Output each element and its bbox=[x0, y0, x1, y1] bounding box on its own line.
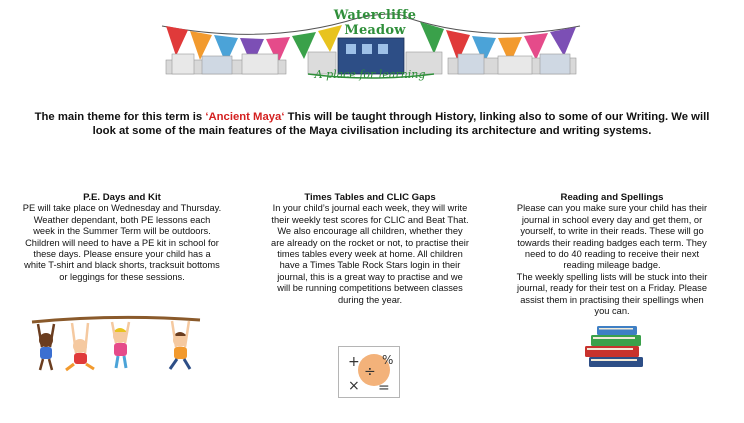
times-tables-title: Times Tables and CLIC Gaps bbox=[304, 192, 436, 203]
books-stack-icon bbox=[583, 325, 645, 369]
children-playing-icon bbox=[30, 314, 202, 372]
school-tagline: A place for learning bbox=[314, 68, 426, 81]
school-name: Watercliffe Meadow bbox=[333, 8, 417, 38]
times-tables-body: In your child’s journal each week, they will write their weekly test scores for CLIC and Beat That. We also encourage all children, whether they are already on the rocket or not, to practise their times tables every week at home. All children have a Times Table Rock Stars login in their journal, this is a great way to practise and we will be running competitions between classes during the year. bbox=[271, 203, 469, 305]
theme-highlight: ‘Ancient Maya‘ bbox=[205, 111, 285, 123]
reading-body: Please can you make sure your child has their journal in school every day and get them, or yourself, to write in their reads. These will go towards their reading badges each term. They need to do 40 reading to receive their next reading mileage badge. bbox=[516, 203, 708, 271]
reading-section bbox=[512, 192, 712, 317]
intro-text-end: This will be taught through History, linking also to some of our Writing. We will look at some of the main features of the Maya civilisation including its architecture and writing systems. bbox=[92, 111, 710, 137]
intro-text-start: The main theme for this term is bbox=[34, 111, 206, 123]
svg-text:×: × bbox=[348, 378, 360, 394]
math-symbols-icon bbox=[338, 346, 400, 398]
svg-text:÷: ÷ bbox=[364, 364, 376, 380]
svg-text:=: = bbox=[378, 380, 390, 396]
spellings-body: The weekly spelling lists will be stuck into their journal, ready for their test on a Friday. Please assist them in practising their spellings when you can. bbox=[516, 271, 708, 317]
pe-title: P.E. Days and Kit bbox=[83, 192, 161, 203]
reading-title: Reading and Spellings bbox=[560, 192, 664, 203]
term-theme-intro bbox=[30, 110, 714, 138]
pe-section bbox=[22, 192, 222, 283]
pe-body: PE will take place on Wednesday and Thursday. Weather dependant, both PE lessons each week in the Summer Term will be outdoors. Children will need to have a PE kit in school for these days. Please ensure your child has a white T-shirt and black shorts, tracksuit bottoms or leggings for these sessions. bbox=[22, 203, 222, 282]
svg-text:%: % bbox=[382, 353, 394, 367]
times-tables-section bbox=[270, 192, 470, 306]
svg-text:+: + bbox=[348, 354, 360, 370]
